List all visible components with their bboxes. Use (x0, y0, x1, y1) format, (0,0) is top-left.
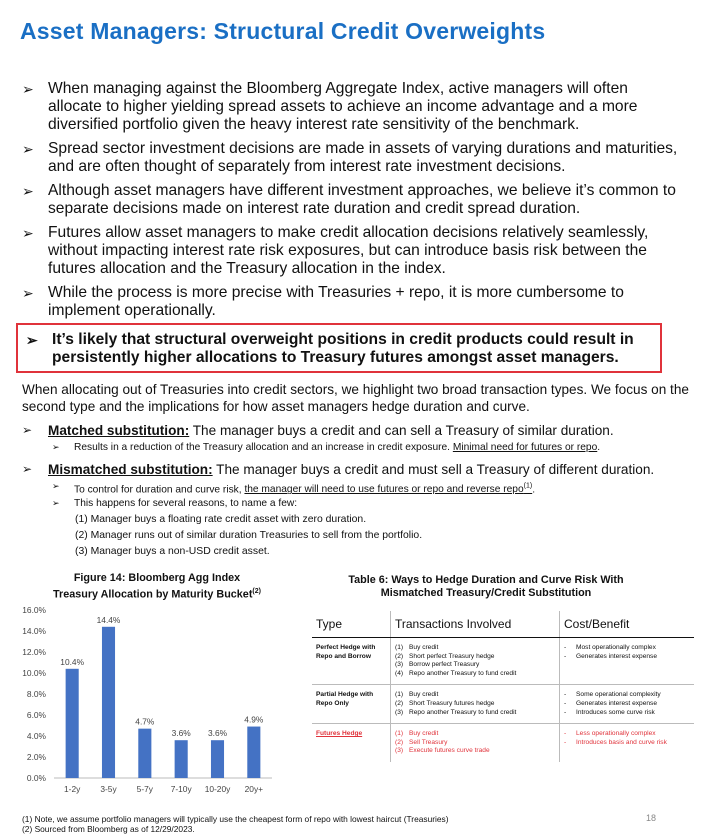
x-tick-label: 20y+ (244, 784, 264, 794)
mismatched-text: The manager buys a credit and must sell a Treasury of different duration. (212, 462, 655, 477)
y-tick-label: 16.0% (22, 605, 46, 615)
arrow-bullet-icon: ➢ (52, 442, 60, 452)
figure-title-line1: Figure 14: Bloomberg Agg Index (73, 572, 241, 584)
matched-text: The manager buys a credit and can sell a Treasury of similar duration. (189, 423, 614, 438)
reason-item: (1) Manager buys a floating rate credit asset with zero duration. (75, 514, 367, 525)
figure-title-line2: Treasury Allocation by Maturity Bucket (53, 588, 253, 601)
y-tick-label: 4.0% (26, 731, 46, 741)
matched-detail-end: . (597, 442, 601, 453)
matched-detail-underline: Minimal need for futures or repo (452, 442, 598, 453)
data-label: 14.4% (96, 614, 121, 625)
mismatched-detail-end: . (532, 484, 536, 496)
intro-paragraph: When allocating out of Treasuries into credit sectors, we highlight two broad transaction types. We focus on the second type and the implications for how asset managers hedge duration and curve. (22, 382, 689, 414)
arrow-bullet-icon: ➢ (52, 481, 60, 491)
bullet-text: Although asset managers have different investment approaches, we believe it’s common to separate decisions made on interest rate duration and credit spread duration. (48, 182, 676, 217)
footnote: (1) Note, we assume portfolio managers will typically use the cheapest form of repo with lowest haircut (Treasuries) (22, 814, 449, 824)
highlight-text: It’s likely that structural overweight positions in credit products could result in persistently higher allocations to Treasury futures amongst asset managers. (52, 331, 634, 366)
hedge-type: Partial Hedge with Repo Only (312, 685, 391, 724)
table-title (312, 574, 660, 600)
y-tick-label: 6.0% (26, 710, 46, 720)
x-tick-label: 10-20y (204, 784, 231, 794)
bar (102, 627, 115, 778)
bullet-item (22, 182, 682, 218)
data-label: 3.6% (171, 728, 191, 739)
hedge-type: Futures Hedge (312, 724, 391, 762)
treasury-allocation-chart (10, 602, 280, 802)
bullet-item (22, 224, 682, 278)
x-tick-label: 7-10y (170, 784, 192, 794)
arrow-bullet-icon: ➢ (22, 423, 33, 437)
data-label: 10.4% (60, 656, 85, 667)
arrow-bullet-icon: ➢ (22, 225, 34, 241)
bullet-item (22, 80, 682, 134)
hedge-type: Perfect Hedge with Repo and Borrow (312, 638, 391, 685)
table-header-cost-benefit: Cost/Benefit (560, 611, 695, 638)
bullet-text: When managing against the Bloomberg Aggregate Index, active managers will often allocate to higher yielding spread assets to achieve an income advantage and a more diversified portfolio given the heavy interest rate sensitivity of the benchmark. (48, 80, 638, 133)
cost-benefit-cell: - Some operational complexity - Generates interest expense - Introduces some curve risk (560, 685, 695, 724)
figure-title (46, 572, 268, 602)
bar (247, 727, 260, 778)
mismatched-detail-underline: the manager will need to use futures or repo and reverse repo$^{(1)}$ (244, 483, 533, 496)
table-row (312, 638, 694, 685)
table-row (312, 724, 694, 762)
footnote: (2) Sourced from Bloomberg as of 12/29/2023. (22, 824, 195, 834)
arrow-bullet-icon: ➢ (22, 285, 34, 301)
matched-label: Matched substitution: (48, 423, 190, 438)
x-tick-label: 5-7y (136, 784, 153, 794)
table-header-type: Type (312, 611, 391, 638)
arrow-bullet-icon: ➢ (26, 332, 38, 348)
arrow-bullet-icon: ➢ (52, 498, 60, 508)
table-title-line1: Table 6: Ways to Hedge Duration and Curve Risk With (348, 574, 624, 586)
transactions-cell: (1) Buy credit (2) Sell Treasury (3) Execute futures curve trade (391, 724, 560, 762)
mismatched-label: Mismatched substitution: (48, 462, 213, 477)
matched-detail (52, 441, 600, 454)
reason-item: (3) Manager buys a non-USD credit asset. (75, 546, 270, 557)
bullet-text: While the process is more precise with Treasuries + repo, it is more cumbersome to implement operationally. (48, 284, 624, 319)
bullet-list (22, 80, 682, 326)
matched-substitution (22, 422, 614, 439)
mismatched-detail-1 (52, 480, 535, 496)
table-row (312, 685, 694, 724)
cost-benefit-cell: - Less operationally complex - Introduces basis and curve risk (564, 730, 667, 746)
x-tick-label: 1-2y (64, 784, 81, 794)
footnote-ref: (1) (523, 483, 533, 490)
mismatched-detail-text: To control for duration and curve risk, (74, 484, 245, 496)
bar (211, 740, 224, 778)
data-label: 4.9% (244, 714, 264, 725)
y-tick-label: 2.0% (26, 752, 46, 762)
bullet-item (22, 284, 682, 320)
page-title: Asset Managers: Structural Credit Overweights (20, 18, 546, 44)
y-tick-label: 8.0% (26, 689, 46, 699)
y-tick-label: 10.0% (22, 668, 46, 678)
mismatched-detail-2-text: This happens for several reasons, to name a few: (74, 498, 298, 509)
bullet-item (22, 140, 682, 176)
hedge-table (312, 611, 694, 762)
mismatched-detail-2 (52, 497, 297, 510)
table-header-transactions: Transactions Involved (391, 611, 560, 638)
transactions-cell: (1) Buy credit (2) Short Treasury futures hedge (3) Repo another Treasury to fund credit (391, 685, 560, 724)
arrow-bullet-icon: ➢ (22, 81, 34, 97)
data-label: 4.7% (135, 716, 155, 727)
y-tick-label: 12.0% (22, 647, 46, 657)
page-number: 18 (646, 813, 657, 823)
arrow-bullet-icon: ➢ (22, 141, 34, 157)
matched-detail-text: Results in a reduction of the Treasury allocation and an increase in credit exposure. (74, 442, 453, 453)
y-tick-label: 14.0% (22, 626, 46, 636)
reason-item: (2) Manager runs out of similar duration Treasuries to sell from the portfolio. (75, 530, 423, 541)
cost-benefit-cell: - Most operationally complex - Generates interest expense (560, 638, 695, 685)
x-tick-label: 3-5y (100, 784, 117, 794)
arrow-bullet-icon: ➢ (22, 183, 34, 199)
bar (66, 669, 79, 778)
bullet-text: Spread sector investment decisions are made in assets of varying durations and maturities, and are often thought of separately from interest rate investment decisions. (48, 140, 678, 175)
y-tick-label: 0.0% (26, 773, 46, 783)
data-label: 3.6% (207, 728, 228, 739)
mismatched-substitution (22, 461, 654, 478)
figure-title-sup: (2) (252, 588, 261, 595)
highlight-box (16, 323, 662, 373)
highlight-bullet (26, 331, 656, 367)
table-title-line2: Mismatched Treasury/Credit Substitution (380, 587, 592, 599)
bar (175, 740, 188, 778)
arrow-bullet-icon: ➢ (22, 462, 33, 476)
bar (138, 729, 151, 778)
transactions-cell: (1) Buy credit (2) Short perfect Treasury hedge (3) Borrow perfect Treasury (4) Repo another Treasury to fund credit (391, 638, 560, 685)
bullet-text: Futures allow asset managers to make credit allocation decisions relatively seamlessly, without impacting interest rate risk exposures, but can introduce basis risk between the futures allocation and the Treasury allocation in the index. (48, 224, 649, 277)
